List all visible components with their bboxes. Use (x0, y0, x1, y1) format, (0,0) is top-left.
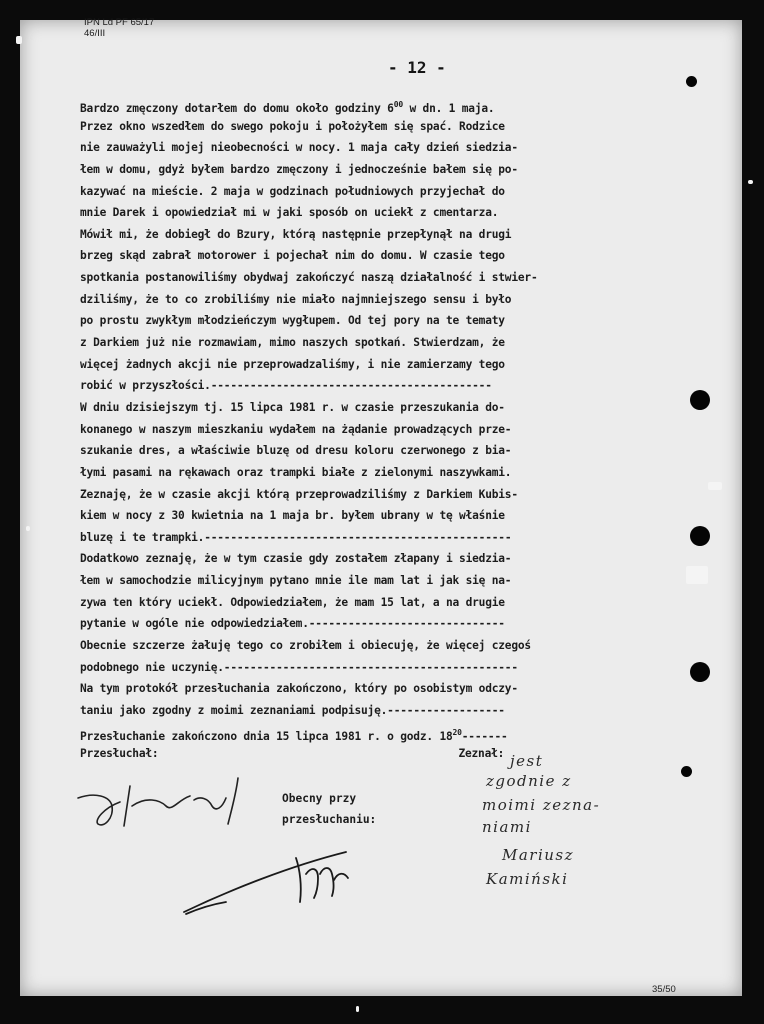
handwritten-note-line-2: zgodnie z (486, 772, 572, 790)
handwritten-note-line-1: jest (510, 752, 544, 770)
body-line: pytanie w ogóle nie odpowiedziałem.------------------------------ (80, 617, 505, 631)
body-line: Na tym protokół przesłuchania zakończono, który po osobistym odczy- (80, 682, 518, 696)
body-line: kazywać na mieście. 2 maja w godzinach południowych przyjechał do (80, 184, 505, 198)
closing-time-superscript: 20 (452, 727, 462, 737)
body-line: robić w przyszłości.------------------------------------------- (80, 379, 492, 393)
body-line: taniu jako zgodny z moimi zeznaniami podpisuję.------------------ (80, 703, 505, 717)
body-line: zywa ten który uciekł. Odpowiedziałem, że mam 15 lat, a na drugie (80, 595, 505, 609)
handwritten-name-line-2: Kamiński (486, 870, 569, 888)
handwritten-name-line-1: Mariusz (502, 846, 575, 864)
frame-number: 35/50 (652, 984, 676, 995)
body-line: podobnego nie uczynię.--------------------------------------------- (80, 660, 518, 674)
present-at-interrogation-label: Obecny przy przesłuchaniu: (282, 792, 377, 826)
punch-hole (690, 526, 710, 546)
handwritten-note-line-4: niami (482, 818, 532, 836)
body-line: dziliśmy, że to co zrobiliśmy nie miało najmniejszego sensu i było (80, 292, 512, 306)
film-speck (26, 526, 30, 531)
fill-dashes: ------------------------------ (308, 617, 505, 631)
body-line: łem w samochodzie milicyjnym pytano mnie ile mam lat i jak się na- (80, 574, 512, 588)
body-line: Bardzo zmęczony dotarłem do domu około godziny $6^{00}$ w dn. 1 maja. (80, 100, 495, 115)
body-line: Zeznaję, że w czasie akcji którą przeprowadziliśmy z Darkiem Kubis- (80, 487, 518, 501)
body-line: brzeg skąd zabrał motorower i pojechał nim do domu. W czasie tego (80, 249, 505, 263)
film-speck (748, 180, 753, 184)
fill-dashes: ------------------ (387, 703, 505, 717)
body-line: spotkania postanowiliśmy obydwaj zakończyć naszą działalność i stwier- (80, 271, 538, 285)
closing-line: Przesłuchanie zakończono dnia 15 lipca 1981 r. o godz. $18^{20}-------$ (80, 727, 508, 743)
body-line: mnie Darek i opowiedział mi w jaki sposób on uciekł z cmentarza. (80, 206, 499, 220)
archive-ref-line-1: IPN Ld PF 65/17 (84, 17, 155, 28)
body-line: konanego w naszym mieszkaniu wydałem na żądanie prowadzących prze- (80, 422, 512, 436)
body-line: Przez okno wszedłem do swego pokoju i położyłem się spać. Rodzice (80, 119, 505, 133)
fill-dashes: ----------------------------------------------- (204, 530, 512, 544)
archive-ref-line-2: 46/III (84, 28, 106, 39)
punch-hole (690, 662, 710, 682)
fill-dashes: --------------------------------------------- (223, 660, 518, 674)
body-line: szukanie dres, a właściwie bluzę od dresu koloru czerwonego z bia- (80, 444, 512, 458)
body-line: więcej żadnych akcji nie przeprowadzaliśmy, i nie zamierzamy tego (80, 357, 505, 371)
film-speck (356, 1006, 359, 1012)
body-line: Mówił mi, że dobiegł do Bzury, którą następnie przepłynął na drugi (80, 227, 512, 241)
punch-hole (681, 766, 692, 777)
punch-hole (690, 390, 710, 410)
body-line: W dniu dzisiejszym tj. 15 lipca 1981 r. w czasie przeszukania do- (80, 400, 505, 414)
body-line: kiem w nocy z 30 kwietnia na 1 maja br. byłem ubrany w tę właśnie (80, 509, 505, 523)
body-line: Obecnie szczerze żałuję tego co zrobiłem i obiecuję, że więcej czegoś (80, 639, 531, 653)
witness-label: Zeznał: (458, 747, 505, 761)
body-line: bluzę i te trampki.----------------------------------------------- (80, 530, 512, 544)
time-superscript: 00 (393, 100, 403, 109)
signature-labels-line (80, 743, 682, 765)
body-line: z Darkiem już nie rozmawiam, mimo naszych spotkań. Stwierdzam, że (80, 336, 505, 350)
body-line: Dodatkowo zeznaję, że w tym czasie gdy zostałem złapany i siedzia- (80, 552, 512, 566)
film-speck (686, 566, 708, 584)
body-line: łem w domu, gdyż byłem bardzo zmęczony i jednocześnie bałem się po- (80, 162, 518, 176)
body-line: nie zauważyli mojej nieobecności w nocy. 1 maja cały dzień siedzia- (80, 141, 518, 155)
fill-dashes: ------- (461, 729, 508, 743)
archive-reference (84, 17, 154, 39)
fill-dashes: ------------------------------------------- (210, 379, 492, 393)
handwritten-note-line-3: moimi zezna- (482, 796, 601, 814)
page-number: - 12 - (388, 58, 446, 77)
film-speck (708, 482, 722, 490)
interrogator-label: Przesłuchał: (80, 747, 159, 761)
body-line: po prostu zwykłym młodzieńczym wygłupem. Od tej pory na te tematy (80, 314, 505, 328)
body-line: łymi pasami na rękawach oraz trampki białe z zielonymi naszywkami. (80, 465, 512, 479)
film-speck (16, 36, 22, 44)
protocol-body (80, 94, 682, 765)
punch-hole (686, 76, 697, 87)
